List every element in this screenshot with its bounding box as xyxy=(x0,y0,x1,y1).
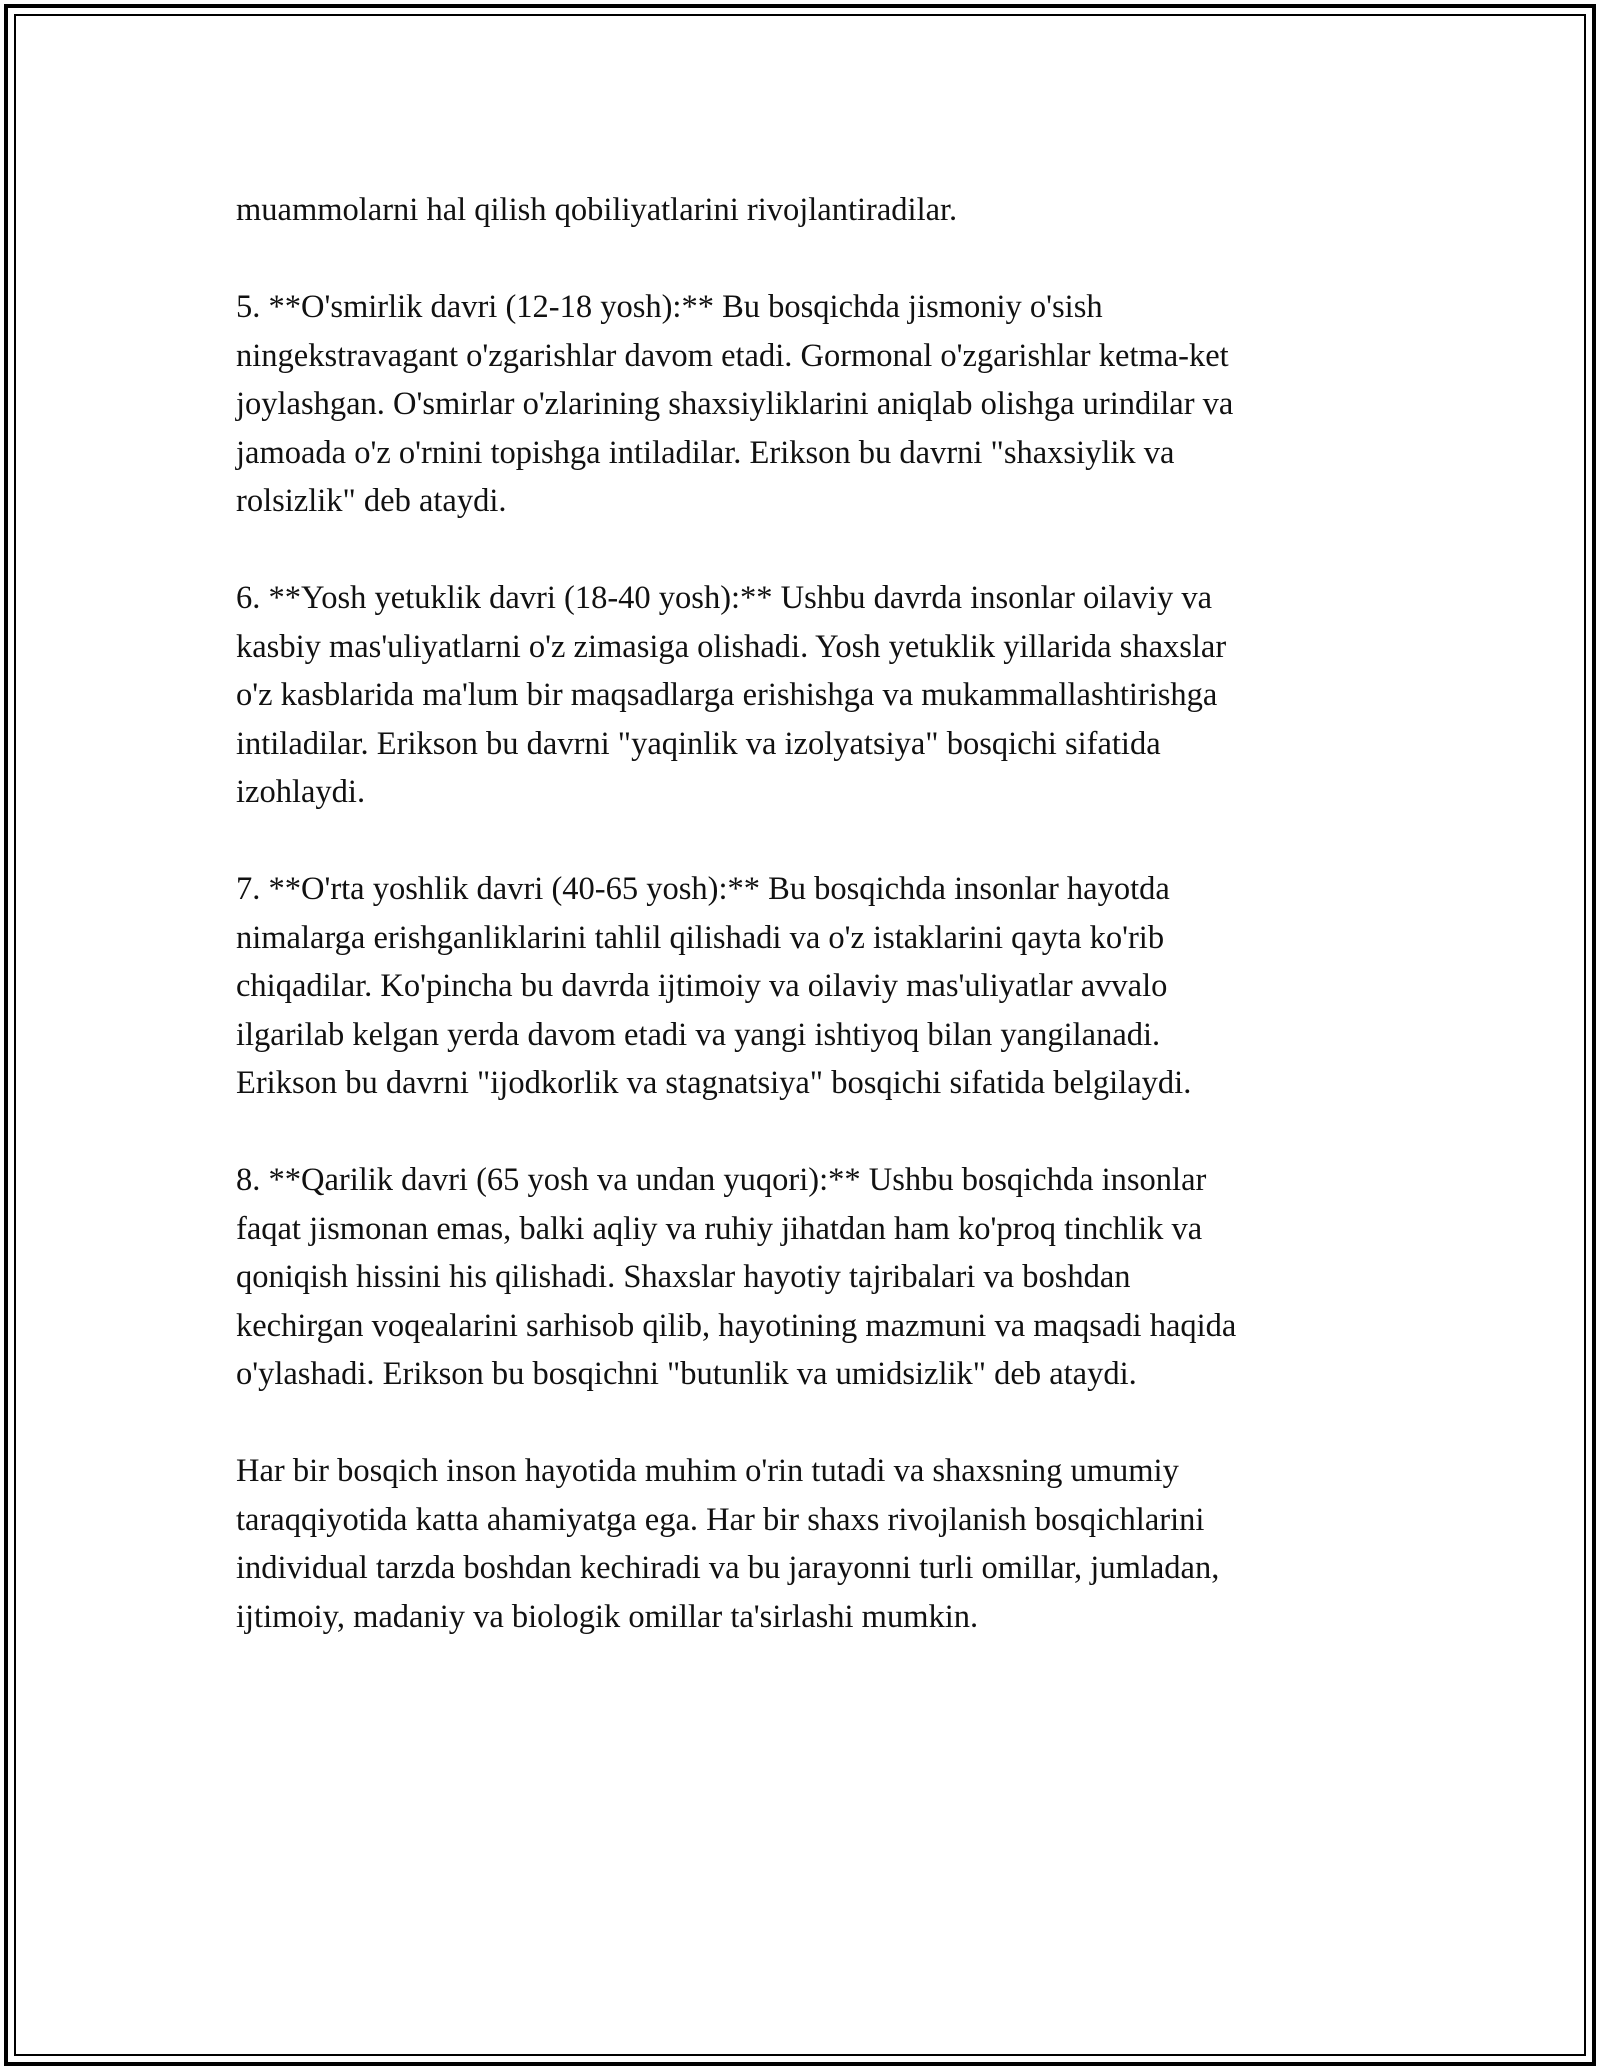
paragraph-stage-6: 6. **Yosh yetuklik davri (18-40 yosh):** Ushbu davrda insonlar oilaviy va kasbiy mas'uliyatlarni o'z zimasiga olishadi. Yosh yetuklik yillarida shaxslar o'z kasblarida ma'lum bir maqsadlarga erishishga va mukammallashtirishga intiladilar. Erikson bu davrni "yaqinlik va izolyatsiya" bosqichi sifatida izohlaydi. xyxy=(236,580,1227,810)
paragraph-continuation: muammolarni hal qilish qobiliyatlarini rivojlantiradilar. xyxy=(236,192,958,228)
paragraph-conclusion: Har bir bosqich inson hayotida muhim o'rin tutadi va shaxsning umumiy taraqqiyotida katta ahamiyatga ega. Har bir shaxs rivojlanish bosqichlarini individual tarzda boshdan kechiradi va bu jarayonni turli omillar, jumladan, ijtimoiy, madaniy va biologik omillar ta'sirlashi mumkin. xyxy=(236,1453,1220,1635)
paragraph-stage-5: 5. **O'smirlik davri (12-18 yosh):** Bu bosqichda jismoniy o'sish ningekstravagant o'zgarishlar davom etadi. Gormonal o'zgarishlar ketma-ket joylashgan. O'smirlar o'zlarining shaxsiyliklarini aniqlab olishga urindilar va jamoada o'z o'rnini topishga intiladilar. Erikson bu davrni "shaxsiylik va rolsizlik" deb ataydi. xyxy=(236,289,1234,519)
paragraph-stage-8: 8. **Qarilik davri (65 yosh va undan yuqori):** Ushbu bosqichda insonlar faqat jismonan emas, balki aqliy va ruhiy jihatdan ham ko'proq tinchlik va qoniqish hissini his qilishadi. Shaxslar hayotiy tajribalari va boshdan kechirgan voqealarini sarhisob qilib, hayotining mazmuni va maqsadi haqida o'ylashadi. Erikson bu bosqichni "butunlik va umidsizlik" deb ataydi. xyxy=(236,1162,1237,1392)
paragraph-stage-7: 7. **O'rta yoshlik davri (40-65 yosh):** Bu bosqichda insonlar hayotda nimalarga erishganliklarini tahlil qilishadi va o'z istaklarini qayta ko'rib chiqadilar. Ko'pincha bu davrda ijtimoiy va oilaviy mas'uliyatlar avvalo ilgarilab kelgan yerda davom etadi va yangi ishtiyoq bilan yangilanadi. Erikson bu davrni "ijodkorlik va stagnatsiya" bosqichi sifatida belgilaydi. xyxy=(236,871,1192,1101)
document-body xyxy=(236,186,1376,1690)
